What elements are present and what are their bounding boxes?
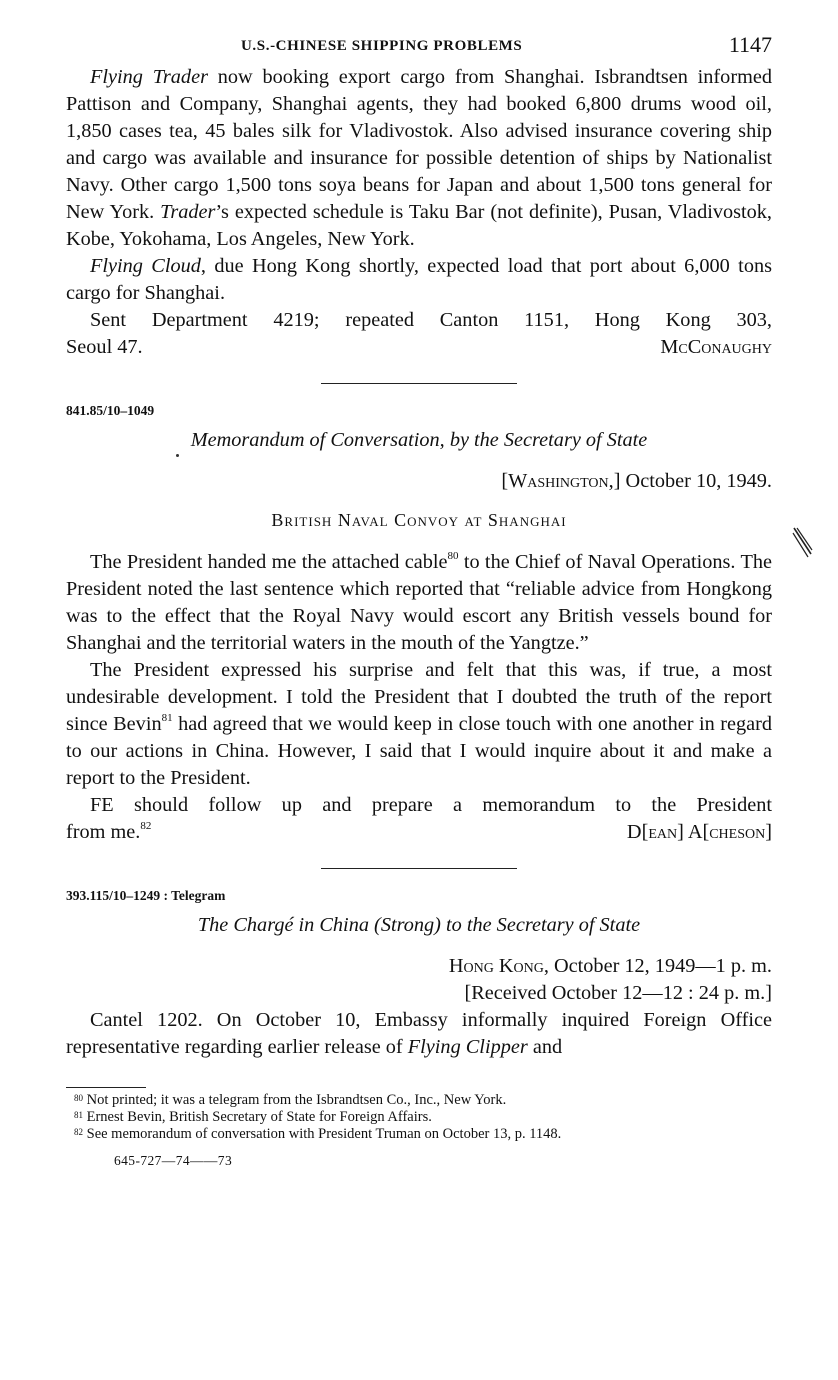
memo-signature-line: from me.$^{82}$ D[ean] A[cheson] — [66, 819, 772, 846]
subject-heading: British Naval Convoy at Shanghai — [271, 510, 567, 530]
file-number-1: 841.85/10–1049 — [66, 403, 155, 418]
footnote-ref-80[interactable]: 80 — [447, 550, 459, 562]
doc-title-telegram: The Chargé in China (Strong) to the Secretary of State — [197, 914, 641, 936]
section-divider — [321, 383, 517, 384]
file-number-2: 393.115/10–1249 : Telegram — [66, 888, 226, 903]
printer-imprint: 645-727—74——73 — [114, 1153, 233, 1168]
section-divider-2 — [321, 868, 517, 869]
memo-paragraph-2: The President expressed his surprise and felt that this was, if true, a most undesirable development. I told the President that I doubted the truth of the report since Bevin$^{81}$ had agreed that we would keep in close touch with one another in regard to our actions in China. However, I said that I would inquire about it and make a report to the President. — [66, 659, 772, 789]
ship-name-flying-cloud: Flying Cloud — [90, 255, 201, 277]
running-title: U.S.-CHINESE SHIPPING PROBLEMS — [241, 38, 523, 54]
continuation-paragraph-3: Sent Department 4219; repeated Canton 1151, Hong Kong 303, — [90, 309, 772, 331]
footnote-82: $^{82}$ See memorandum of conversation with President Truman on October 13, p. 1148. — [74, 1126, 562, 1142]
signature-acheson: D[ean] A[cheson] — [626, 821, 772, 843]
running-head — [66, 30, 772, 64]
footnote-81: $^{81}$ Ernest Bevin, British Secretary of State for Foreign Affairs. — [74, 1109, 432, 1125]
telegram-paragraph-1: Cantel 1202. On October 10, Embassy informally inquired Foreign Office representative regarding earlier release of Flying Clipper and — [66, 1009, 772, 1058]
memo-paragraph-1: The President handed me the attached cable$^{80}$ to the Chief of Naval Operations. The President noted the last sentence which reported that “reliable advice from Hongkong was to the effect that the Royal Navy would escort any British vessels bound for Shanghai and the territorial waters in the mouth of the Yangtze.” — [66, 550, 772, 654]
footnote-ref-81[interactable]: 81 — [161, 712, 173, 724]
continuation-paragraph-2: Flying Cloud, due Hong Kong shortly, expected load that port about 6,000 tons cargo for Shanghai. — [66, 255, 772, 304]
continuation-paragraph-1: Flying Trader now booking export cargo from Shanghai. Isbrandtsen informed Pattison and Company, Shanghai agents, they had booked 6,800 drums wood oil, 1,850 cases tea, 45 bales silk for Vladivostok. Also advised insurance covering ship and cargo was available and insurance for possible detention of ships by Nationalist Navy. Other cargo 1,500 tons soya beans for Japan and about 1,500 tons general for New York. Trader’s expected schedule is Taku Bar (not definite), Pusan, Vladivostok, Kobe, Yokohama, Los Angeles, New York. — [66, 66, 772, 250]
dateline-hong-kong: Hong Kong, October 12, 1949—1 p. m. — [448, 955, 772, 977]
ship-name-flying-clipper: Flying Clipper — [407, 1036, 528, 1058]
footnote-divider — [66, 1087, 146, 1088]
signature-mcconaughy: McConaughy — [660, 336, 772, 358]
ship-name-trader: Trader — [160, 201, 216, 223]
footnote-ref-82[interactable]: 82 — [140, 820, 152, 832]
memo-paragraph-3: FE should follow up and prepare a memorandum to the President — [90, 794, 772, 816]
print-speck — [176, 454, 179, 457]
doc-title-memorandum: Memorandum of Conversation, by the Secretary of State — [190, 429, 648, 451]
continuation-signature-line: Seoul 47. McConaughy — [66, 334, 772, 361]
document-page — [66, 30, 772, 1169]
page-number: 1147 — [728, 32, 772, 57]
footnote-80: $^{80}$ Not printed; it was a telegram from the Isbrandtsen Co., Inc., New York. — [74, 1092, 507, 1108]
received-line: [Received October 12—12 : 24 p. m.] — [464, 982, 772, 1004]
dateline-washington: [Washington,] October 10, 1949. — [501, 470, 772, 492]
margin-slash-mark-icon — [792, 526, 814, 560]
ship-name-flying-trader: Flying Trader — [90, 66, 208, 88]
